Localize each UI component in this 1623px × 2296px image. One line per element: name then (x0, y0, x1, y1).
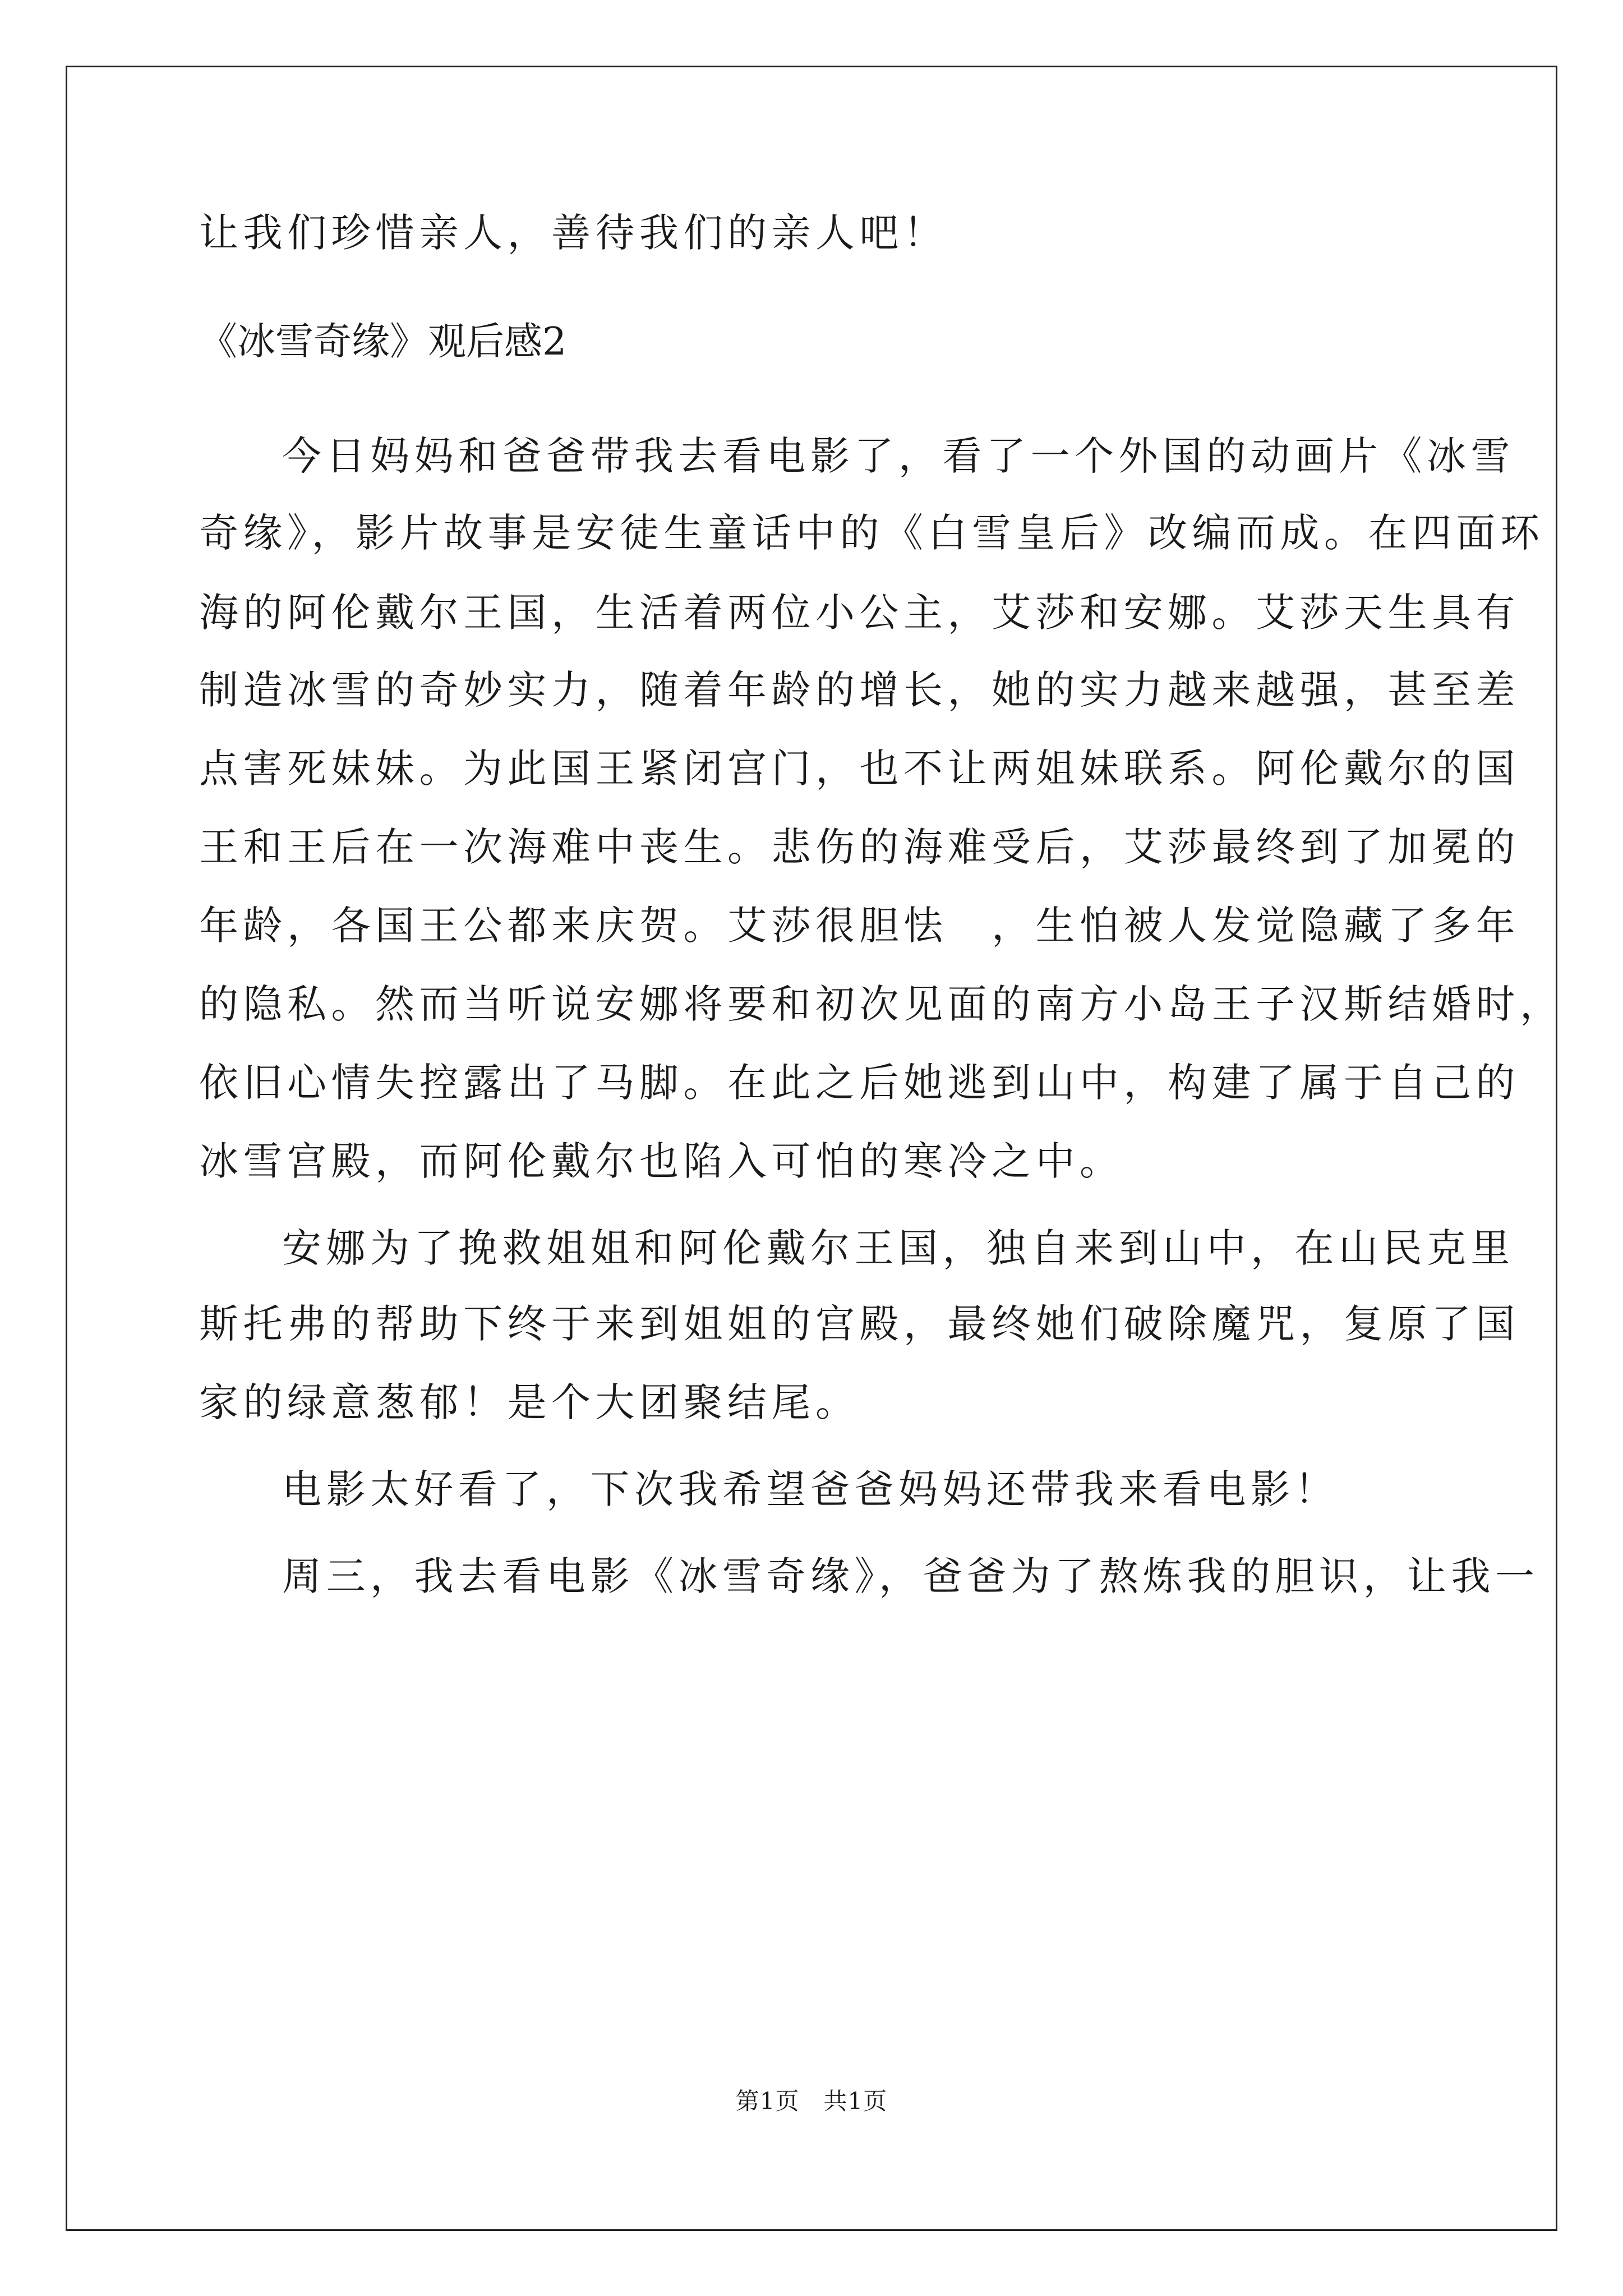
paragraph-line: 今日妈妈和爸爸带我去看电影了，看了一个外国的动画片《冰雪 (282, 433, 1515, 479)
paragraph-line: 点害死妹妹。为此国王紧闭宫门，也不让两姐妹联系。阿伦戴尔的国 (199, 746, 1520, 792)
paragraph-line: 家的绿意葱郁！是个大团聚结尾。 (199, 1379, 860, 1425)
paragraph-line: 海的阿伦戴尔王国，生活着两位小公主，艾莎和安娜。艾莎天生具有 (199, 590, 1520, 636)
paragraph-line: 周三，我去看电影《冰雪奇缘》，爸爸为了熬炼我的胆识，让我一 (282, 1553, 1539, 1599)
paragraph-line: 的隐私。然而当听说安娜将要和初次见面的南方小岛王子汉斯结婚时， (199, 981, 1564, 1027)
paragraph-line: 电影太好看了，下次我希望爸爸妈妈还带我来看电影！ (282, 1466, 1339, 1512)
paragraph-line: 斯托弗的帮助下终于来到姐姐的宫殿，最终她们破除魔咒，复原了国 (199, 1301, 1520, 1347)
paragraph-line: 制造冰雪的奇妙实力，随着年龄的增长，她的实力越来越强，甚至差 (199, 667, 1520, 713)
paragraph-line: 依旧心情失控露出了马脚。在此之后她逃到山中，构建了属于自己的 (199, 1060, 1520, 1106)
section-heading: 《冰雪奇缘》观后感2 (199, 320, 567, 364)
paragraph-line: 王和王后在一次海难中丧生。悲伤的海难受后，艾莎最终到了加冕的 (199, 824, 1520, 870)
paragraph-line: 年龄，各国王公都来庆贺。艾莎很胆怯 ，生怕被人发觉隐藏了多年 (199, 903, 1520, 949)
page-footer: 第1页 共1页 (735, 2087, 888, 2115)
paragraph-line: 奇缘》，影片故事是安徒生童话中的《白雪皇后》改编而成。在四面环 (199, 510, 1544, 556)
paragraph-line: 冰雪宫殿，而阿伦戴尔也陷入可怕的寒冷之中。 (199, 1138, 1124, 1184)
text-line: 让我们珍惜亲人，善待我们的亲人吧！ (199, 210, 948, 256)
paragraph-line: 安娜为了挽救姐姐和阿伦戴尔王国，独自来到山中，在山民克里 (282, 1225, 1515, 1271)
